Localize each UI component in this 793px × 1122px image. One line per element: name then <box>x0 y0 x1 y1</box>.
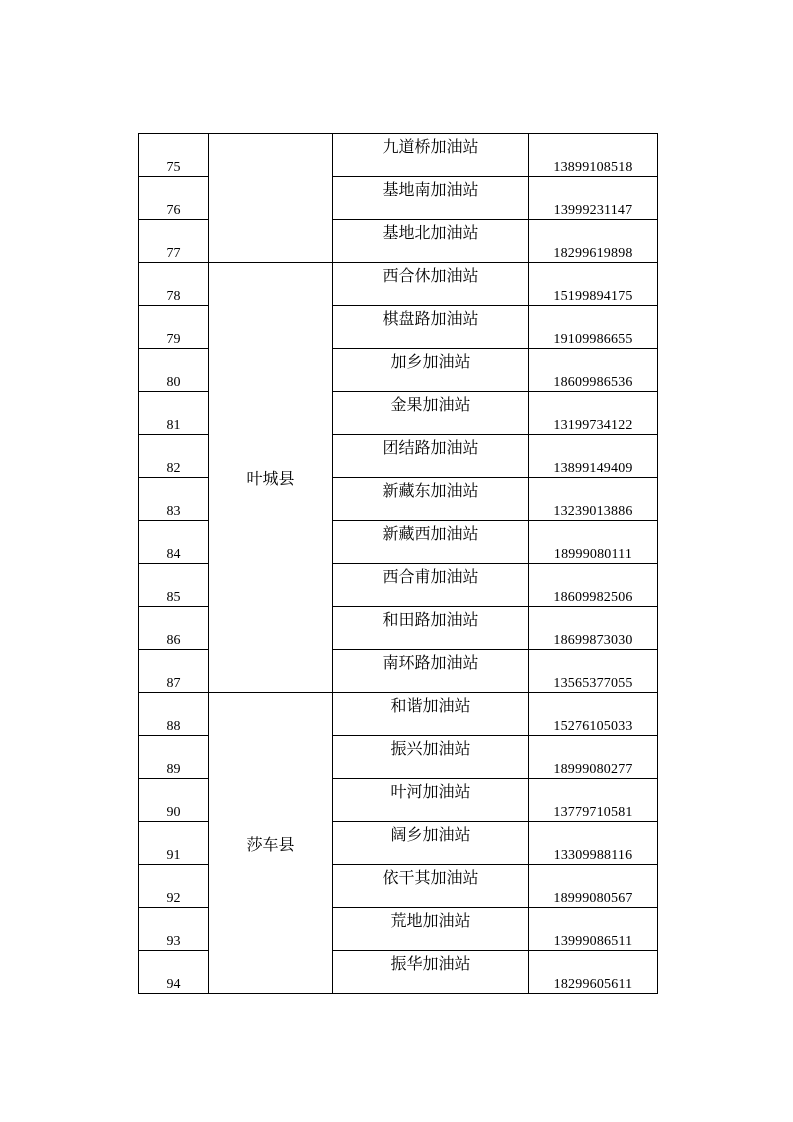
station-phone: 13779710581 <box>529 779 658 822</box>
station-phone: 13899149409 <box>529 435 658 478</box>
station-phone: 15199894175 <box>529 263 658 306</box>
station-name: 基地南加油站 <box>333 177 529 220</box>
row-number: 77 <box>139 220 209 263</box>
station-name: 和谐加油站 <box>333 693 529 736</box>
row-number: 87 <box>139 650 209 693</box>
station-phone: 13999231147 <box>529 177 658 220</box>
row-number: 78 <box>139 263 209 306</box>
station-phone: 13309988116 <box>529 822 658 865</box>
station-phone: 18299619898 <box>529 220 658 263</box>
row-number: 80 <box>139 349 209 392</box>
station-phone: 18999080567 <box>529 865 658 908</box>
row-number: 84 <box>139 521 209 564</box>
station-phone: 15276105033 <box>529 693 658 736</box>
row-number: 89 <box>139 736 209 779</box>
station-phone: 18299605611 <box>529 951 658 994</box>
row-number: 76 <box>139 177 209 220</box>
row-number: 82 <box>139 435 209 478</box>
row-number: 83 <box>139 478 209 521</box>
county-cell <box>209 134 333 263</box>
station-name: 南环路加油站 <box>333 650 529 693</box>
table-row <box>139 134 658 177</box>
row-number: 88 <box>139 693 209 736</box>
row-number: 81 <box>139 392 209 435</box>
county-cell: 叶城县 <box>209 263 333 693</box>
station-name: 阔乡加油站 <box>333 822 529 865</box>
station-phone: 13239013886 <box>529 478 658 521</box>
station-phone: 18999080277 <box>529 736 658 779</box>
station-name: 棋盘路加油站 <box>333 306 529 349</box>
gas-station-table <box>138 133 658 994</box>
row-number: 90 <box>139 779 209 822</box>
station-phone: 18609986536 <box>529 349 658 392</box>
station-name: 加乡加油站 <box>333 349 529 392</box>
station-name: 新藏东加油站 <box>333 478 529 521</box>
station-name: 和田路加油站 <box>333 607 529 650</box>
table-row <box>139 693 658 736</box>
station-name: 荒地加油站 <box>333 908 529 951</box>
station-phone: 13899108518 <box>529 134 658 177</box>
station-name: 振兴加油站 <box>333 736 529 779</box>
station-phone: 18699873030 <box>529 607 658 650</box>
station-name: 团结路加油站 <box>333 435 529 478</box>
station-name: 依干其加油站 <box>333 865 529 908</box>
county-cell: 莎车县 <box>209 693 333 994</box>
station-phone: 13199734122 <box>529 392 658 435</box>
station-phone: 18609982506 <box>529 564 658 607</box>
row-number: 75 <box>139 134 209 177</box>
row-number: 93 <box>139 908 209 951</box>
row-number: 94 <box>139 951 209 994</box>
station-phone: 13565377055 <box>529 650 658 693</box>
row-number: 91 <box>139 822 209 865</box>
row-number: 92 <box>139 865 209 908</box>
station-name: 基地北加油站 <box>333 220 529 263</box>
station-name: 新藏西加油站 <box>333 521 529 564</box>
row-number: 86 <box>139 607 209 650</box>
station-name: 西合休加油站 <box>333 263 529 306</box>
row-number: 85 <box>139 564 209 607</box>
station-phone: 18999080111 <box>529 521 658 564</box>
table-body <box>139 134 658 994</box>
station-phone: 13999086511 <box>529 908 658 951</box>
station-name: 金果加油站 <box>333 392 529 435</box>
table-row <box>139 263 658 306</box>
station-name: 叶河加油站 <box>333 779 529 822</box>
row-number: 79 <box>139 306 209 349</box>
station-name: 振华加油站 <box>333 951 529 994</box>
station-phone: 19109986655 <box>529 306 658 349</box>
station-name: 西合甫加油站 <box>333 564 529 607</box>
station-name: 九道桥加油站 <box>333 134 529 177</box>
